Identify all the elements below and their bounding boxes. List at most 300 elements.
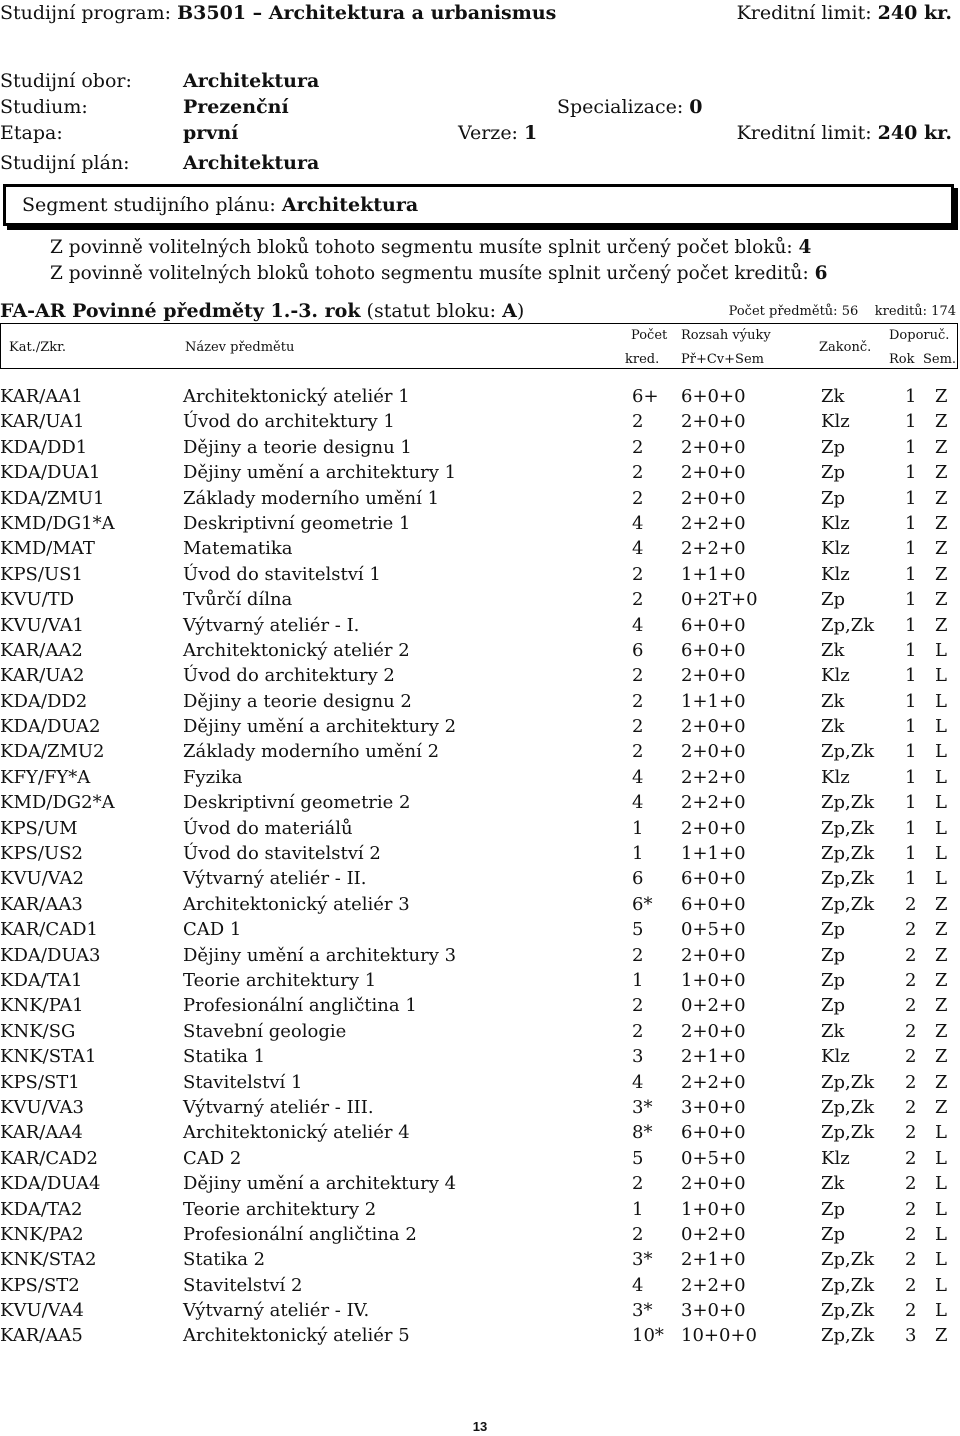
course-name: Fyzika	[183, 766, 243, 788]
block-code: FA-AR Povinné předměty 1.-3. rok	[0, 300, 361, 322]
course-name: Základy moderního umění 1	[183, 487, 440, 509]
course-scope: 2+0+0	[681, 462, 746, 484]
course-code: KMD/DG1*A	[0, 512, 115, 534]
block-credits-label: kreditů:	[874, 304, 928, 319]
studium-value: Prezenční	[183, 96, 289, 118]
course-credits: 4	[632, 512, 644, 534]
course-semester: L	[935, 843, 947, 865]
course-credits: 6	[632, 639, 644, 661]
course-name: Stavební geologie	[183, 1020, 347, 1042]
course-semester: Z	[935, 538, 948, 560]
course-credits: 1	[632, 843, 644, 865]
course-year: 1	[905, 843, 917, 865]
course-credits: 1	[632, 817, 644, 839]
note-credits-text: Z povinně volitelných bloků tohoto segmentu musíte splnit určený počet kreditů:	[50, 263, 809, 284]
course-completion: Zp,Zk	[821, 741, 875, 763]
course-scope: 2+0+0	[681, 716, 746, 738]
table-row	[0, 663, 960, 688]
course-name: Základy moderního umění 2	[183, 741, 440, 763]
course-name: Výtvarný ateliér - III.	[183, 1096, 374, 1118]
etapa-value: první	[183, 122, 239, 144]
course-semester: L	[935, 1147, 947, 1169]
course-credits: 8*	[632, 1122, 653, 1144]
course-year: 1	[905, 792, 917, 814]
course-completion: Zp	[821, 1198, 846, 1220]
course-semester: L	[935, 690, 947, 712]
th-doporuc: Doporuč.	[889, 328, 950, 343]
course-credits: 6*	[632, 893, 653, 915]
verze	[458, 122, 537, 144]
course-year: 1	[905, 614, 917, 636]
course-name: Deskriptivní geometrie 1	[183, 512, 411, 534]
course-scope: 2+2+0	[681, 1274, 746, 1296]
block-status-prefix: (statut bloku:	[366, 300, 503, 322]
course-year: 2	[905, 944, 917, 966]
table-row	[0, 993, 960, 1018]
course-name: Statika 2	[183, 1249, 266, 1271]
table-row	[0, 1019, 960, 1044]
course-semester: Z	[935, 1046, 948, 1068]
course-completion: Zp	[821, 436, 846, 458]
course-name: CAD 2	[183, 1147, 242, 1169]
course-year: 2	[905, 1122, 917, 1144]
note-blocks-value: 4	[798, 237, 812, 258]
course-completion: Zp,Zk	[821, 1325, 875, 1347]
course-name: Stavitelství 2	[183, 1274, 303, 1296]
course-name: Dějiny umění a architektury 4	[183, 1173, 457, 1195]
table-row	[0, 917, 960, 942]
course-completion: Zp	[821, 487, 846, 509]
table-row	[0, 866, 960, 891]
course-year: 1	[905, 512, 917, 534]
block-status-suffix: )	[516, 300, 525, 322]
course-semester: L	[935, 868, 947, 890]
table-row	[0, 536, 960, 561]
course-name: Tvůrčí dílna	[183, 589, 293, 611]
course-completion: Zk	[821, 1173, 845, 1195]
course-completion: Klz	[821, 1147, 850, 1169]
course-scope: 6+0+0	[681, 893, 746, 915]
table-row	[0, 1273, 960, 1298]
course-completion: Zp,Zk	[821, 1122, 875, 1144]
table-row	[0, 968, 960, 993]
course-completion: Klz	[821, 1046, 850, 1068]
course-scope: 3+0+0	[681, 1096, 746, 1118]
course-scope: 0+5+0	[681, 1147, 746, 1169]
course-name: Stavitelství 1	[183, 1071, 303, 1093]
course-completion: Klz	[821, 538, 850, 560]
table-row	[0, 892, 960, 917]
table-row	[0, 943, 960, 968]
course-semester: Z	[935, 969, 948, 991]
course-year: 1	[905, 462, 917, 484]
course-scope: 2+0+0	[681, 411, 746, 433]
course-semester: L	[935, 665, 947, 687]
course-scope: 6+0+0	[681, 386, 746, 407]
course-code: KDA/TA2	[0, 1198, 83, 1220]
course-scope: 0+2+0	[681, 995, 746, 1017]
course-name: Úvod do architektury 2	[183, 665, 395, 687]
course-year: 1	[905, 386, 917, 407]
course-credits: 1	[632, 969, 644, 991]
course-semester: Z	[935, 512, 948, 534]
table-row	[0, 587, 960, 612]
course-year: 1	[905, 436, 917, 458]
segment-value: Architektura	[281, 194, 419, 216]
course-scope: 2+0+0	[681, 436, 746, 458]
course-scope: 6+0+0	[681, 639, 746, 661]
course-scope: 2+0+0	[681, 944, 746, 966]
course-year: 2	[905, 1046, 917, 1068]
note-credits	[50, 263, 827, 285]
course-scope: 6+0+0	[681, 1122, 746, 1144]
course-semester: Z	[935, 386, 948, 407]
course-completion: Zp,Zk	[821, 868, 875, 890]
course-name: Profesionální angličtina 2	[183, 1223, 417, 1245]
course-year: 3	[905, 1325, 917, 1347]
course-semester: Z	[935, 893, 948, 915]
course-name: Výtvarný ateliér - I.	[183, 614, 360, 636]
course-code: KDA/DUA2	[0, 716, 101, 738]
course-scope: 1+0+0	[681, 1198, 746, 1220]
course-year: 1	[905, 411, 917, 433]
course-code: KNK/STA2	[0, 1249, 97, 1271]
course-code: KVU/VA4	[0, 1300, 84, 1322]
course-credits: 4	[632, 1274, 644, 1296]
course-completion: Zk	[821, 386, 845, 407]
course-scope: 2+0+0	[681, 741, 746, 763]
course-semester: L	[935, 639, 947, 661]
course-name: Dějiny a teorie designu 1	[183, 436, 412, 458]
th-pocet: Počet	[631, 328, 668, 343]
course-code: KVU/TD	[0, 589, 75, 611]
course-credits: 6	[632, 868, 644, 890]
course-completion: Klz	[821, 665, 850, 687]
course-scope: 2+0+0	[681, 817, 746, 839]
course-completion: Zp,Zk	[821, 893, 875, 915]
obor-value: Architektura	[183, 70, 320, 92]
course-name: Výtvarný ateliér - IV.	[183, 1300, 370, 1322]
course-semester: L	[935, 1249, 947, 1271]
course-completion: Zp,Zk	[821, 843, 875, 865]
verze-label: Verze:	[458, 122, 518, 144]
course-semester: Z	[935, 462, 948, 484]
course-year: 1	[905, 766, 917, 788]
course-code: KDA/DD2	[0, 690, 88, 712]
course-completion: Zp,Zk	[821, 1300, 875, 1322]
obor-label: Studijní obor:	[0, 70, 132, 92]
course-semester: L	[935, 1274, 947, 1296]
course-year: 2	[905, 1249, 917, 1271]
th-rok: Rok	[889, 352, 915, 367]
table-header	[0, 323, 958, 369]
verze-value: 1	[524, 122, 538, 144]
block-status-value: A	[502, 300, 517, 322]
course-code: KDA/ZMU2	[0, 741, 105, 763]
course-year: 1	[905, 487, 917, 509]
course-year: 2	[905, 1020, 917, 1042]
th-zakonc: Zakonč.	[819, 340, 872, 355]
course-code: KPS/UM	[0, 817, 78, 839]
course-semester: Z	[935, 436, 948, 458]
course-completion: Zp	[821, 589, 846, 611]
etapa-credit-label: Kreditní limit:	[736, 122, 872, 144]
note-credits-value: 6	[814, 263, 828, 284]
block-credits-value: 174	[931, 304, 956, 319]
course-credits: 2	[632, 741, 644, 763]
table-row	[0, 790, 960, 815]
th-kat: Kat./Zkr.	[9, 340, 67, 355]
th-prcv: Př+Cv+Sem	[681, 352, 764, 367]
course-credits: 5	[632, 1147, 644, 1169]
course-scope: 0+2+0	[681, 1223, 746, 1245]
course-semester: L	[935, 1173, 947, 1195]
block-count-label: Počet předmětů:	[728, 304, 838, 319]
course-completion: Zp	[821, 462, 846, 484]
course-code: KVU/VA2	[0, 868, 84, 890]
table-row	[0, 384, 960, 409]
plan-value: Architektura	[183, 152, 320, 174]
course-completion: Zk	[821, 1020, 845, 1042]
studium-label: Studium:	[0, 96, 88, 118]
course-year: 2	[905, 1147, 917, 1169]
th-nazev: Název předmětu	[185, 340, 295, 355]
course-scope: 1+0+0	[681, 969, 746, 991]
course-name: Výtvarný ateliér - II.	[183, 868, 367, 890]
course-code: KAR/AA2	[0, 639, 83, 661]
table-row	[0, 1120, 960, 1145]
course-code: KFY/FY*A	[0, 766, 91, 788]
course-code: KDA/DUA1	[0, 462, 101, 484]
course-code: KAR/UA1	[0, 411, 85, 433]
plan-label: Studijní plán:	[0, 152, 130, 174]
course-name: Architektonický ateliér 4	[183, 1122, 410, 1144]
course-semester: L	[935, 1300, 947, 1322]
course-credits: 2	[632, 944, 644, 966]
program-value: B3501 – Architektura a urbanismus	[177, 2, 557, 24]
table-row	[0, 613, 960, 638]
program-credit-value: 240 kr.	[877, 2, 952, 24]
course-scope: 2+2+0	[681, 1071, 746, 1093]
table-row	[0, 1070, 960, 1095]
course-credits: 2	[632, 690, 644, 712]
course-scope: 2+2+0	[681, 766, 746, 788]
course-scope: 10+0+0	[681, 1325, 757, 1347]
course-completion: Klz	[821, 512, 850, 534]
course-credits: 2	[632, 589, 644, 611]
table-row	[0, 511, 960, 536]
course-year: 2	[905, 995, 917, 1017]
course-credits: 2	[632, 1020, 644, 1042]
table-row	[0, 435, 960, 460]
course-scope: 2+2+0	[681, 792, 746, 814]
course-code: KAR/AA3	[0, 893, 83, 915]
course-table	[0, 384, 960, 1349]
course-year: 2	[905, 1223, 917, 1245]
course-semester: Z	[935, 563, 948, 585]
course-semester: L	[935, 766, 947, 788]
course-scope: 2+0+0	[681, 665, 746, 687]
table-row	[0, 1171, 960, 1196]
course-credits: 5	[632, 919, 644, 941]
course-semester: L	[935, 792, 947, 814]
program-line	[0, 2, 556, 24]
table-row	[0, 841, 960, 866]
course-scope: 1+1+0	[681, 690, 746, 712]
course-completion: Zp	[821, 919, 846, 941]
course-year: 1	[905, 690, 917, 712]
course-code: KDA/DUA3	[0, 944, 101, 966]
page-number: 13	[472, 1419, 488, 1434]
table-row	[0, 714, 960, 739]
course-completion: Zp,Zk	[821, 1249, 875, 1271]
course-completion: Zp,Zk	[821, 817, 875, 839]
table-row	[0, 765, 960, 790]
course-semester: Z	[935, 1071, 948, 1093]
note-blocks	[50, 237, 811, 259]
course-code: KAR/UA2	[0, 665, 85, 687]
course-scope: 2+1+0	[681, 1249, 746, 1271]
course-semester: Z	[935, 1020, 948, 1042]
course-semester: Z	[935, 1096, 948, 1118]
course-completion: Klz	[821, 411, 850, 433]
course-credits: 2	[632, 665, 644, 687]
course-completion: Zp	[821, 969, 846, 991]
th-rozsah: Rozsah výuky	[681, 328, 771, 343]
course-completion: Zp,Zk	[821, 1274, 875, 1296]
course-scope: 2+0+0	[681, 1020, 746, 1042]
course-semester: Z	[935, 995, 948, 1017]
table-row	[0, 1044, 960, 1069]
course-name: Architektonický ateliér 2	[183, 639, 410, 661]
course-code: KNK/STA1	[0, 1046, 97, 1068]
course-credits: 2	[632, 411, 644, 433]
course-credits: 2	[632, 462, 644, 484]
course-year: 1	[905, 868, 917, 890]
table-row	[0, 1222, 960, 1247]
table-row	[0, 1298, 960, 1323]
course-credits: 3	[632, 1046, 644, 1068]
table-row	[0, 689, 960, 714]
course-name: Statika 1	[183, 1046, 266, 1068]
course-semester: Z	[935, 919, 948, 941]
course-name: Dějiny umění a architektury 3	[183, 944, 457, 966]
th-kred: kred.	[625, 352, 660, 367]
course-year: 2	[905, 1300, 917, 1322]
course-name: Architektonický ateliér 1	[183, 386, 410, 407]
course-code: KAR/CAD2	[0, 1147, 98, 1169]
course-scope: 0+2T+0	[681, 589, 758, 611]
course-credits: 3*	[632, 1096, 653, 1118]
course-code: KMD/DG2*A	[0, 792, 115, 814]
course-scope: 6+0+0	[681, 868, 746, 890]
specializace-label: Specializace:	[557, 96, 684, 118]
course-year: 2	[905, 1274, 917, 1296]
course-completion: Zp	[821, 1223, 846, 1245]
course-name: Architektonický ateliér 5	[183, 1325, 410, 1347]
course-year: 1	[905, 563, 917, 585]
course-name: Deskriptivní geometrie 2	[183, 792, 411, 814]
table-row	[0, 562, 960, 587]
course-scope: 2+0+0	[681, 487, 746, 509]
table-row	[0, 1095, 960, 1120]
course-semester: Z	[935, 411, 948, 433]
course-year: 1	[905, 538, 917, 560]
course-completion: Zp	[821, 995, 846, 1017]
course-scope: 3+0+0	[681, 1300, 746, 1322]
course-code: KMD/MAT	[0, 538, 95, 560]
course-semester: Z	[935, 614, 948, 636]
table-row	[0, 1197, 960, 1222]
specializace-value: 0	[689, 96, 703, 118]
course-code: KDA/DUA4	[0, 1173, 101, 1195]
course-year: 1	[905, 817, 917, 839]
course-year: 1	[905, 665, 917, 687]
course-code: KDA/ZMU1	[0, 487, 105, 509]
table-row	[0, 739, 960, 764]
course-code: KAR/AA5	[0, 1325, 83, 1347]
course-semester: L	[935, 817, 947, 839]
note-blocks-text: Z povinně volitelných bloků tohoto segmentu musíte splnit určený počet bloků:	[50, 237, 793, 258]
course-completion: Zp,Zk	[821, 1096, 875, 1118]
table-row	[0, 486, 960, 511]
course-credits: 6+	[632, 386, 659, 407]
course-code: KDA/TA1	[0, 969, 83, 991]
course-completion: Zp,Zk	[821, 614, 875, 636]
etapa-credit-value: 240 kr.	[877, 122, 952, 144]
course-code: KDA/DD1	[0, 436, 88, 458]
course-semester: L	[935, 1223, 947, 1245]
course-code: KAR/CAD1	[0, 919, 98, 941]
course-semester: L	[935, 1122, 947, 1144]
course-semester: L	[935, 741, 947, 763]
course-scope: 1+1+0	[681, 843, 746, 865]
segment-box	[3, 184, 954, 226]
course-name: Úvod do stavitelství 2	[183, 843, 381, 865]
course-year: 2	[905, 919, 917, 941]
course-code: KPS/US1	[0, 563, 83, 585]
course-code: KPS/US2	[0, 843, 83, 865]
course-code: KAR/AA4	[0, 1122, 83, 1144]
course-completion: Klz	[821, 563, 850, 585]
course-name: Dějiny a teorie designu 2	[183, 690, 412, 712]
course-name: Úvod do materiálů	[183, 817, 353, 839]
course-code: KNK/SG	[0, 1020, 76, 1042]
table-row	[0, 409, 960, 434]
course-scope: 2+2+0	[681, 538, 746, 560]
course-year: 2	[905, 969, 917, 991]
course-credits: 2	[632, 1223, 644, 1245]
course-code: KVU/VA3	[0, 1096, 84, 1118]
course-code: KNK/PA2	[0, 1223, 84, 1245]
course-credits: 4	[632, 766, 644, 788]
program-credit-label: Kreditní limit:	[736, 2, 872, 24]
course-name: Dějiny umění a architektury 1	[183, 462, 457, 484]
course-year: 2	[905, 1198, 917, 1220]
specializace	[557, 96, 703, 118]
course-credits: 2	[632, 995, 644, 1017]
course-scope: 2+1+0	[681, 1046, 746, 1068]
course-code: KAR/AA1	[0, 386, 83, 407]
course-year: 2	[905, 893, 917, 915]
course-semester: Z	[935, 589, 948, 611]
etapa-credit-limit	[737, 122, 952, 144]
course-scope: 1+1+0	[681, 563, 746, 585]
table-row	[0, 460, 960, 485]
course-name: CAD 1	[183, 919, 242, 941]
course-completion: Zp,Zk	[821, 792, 875, 814]
table-row	[0, 816, 960, 841]
